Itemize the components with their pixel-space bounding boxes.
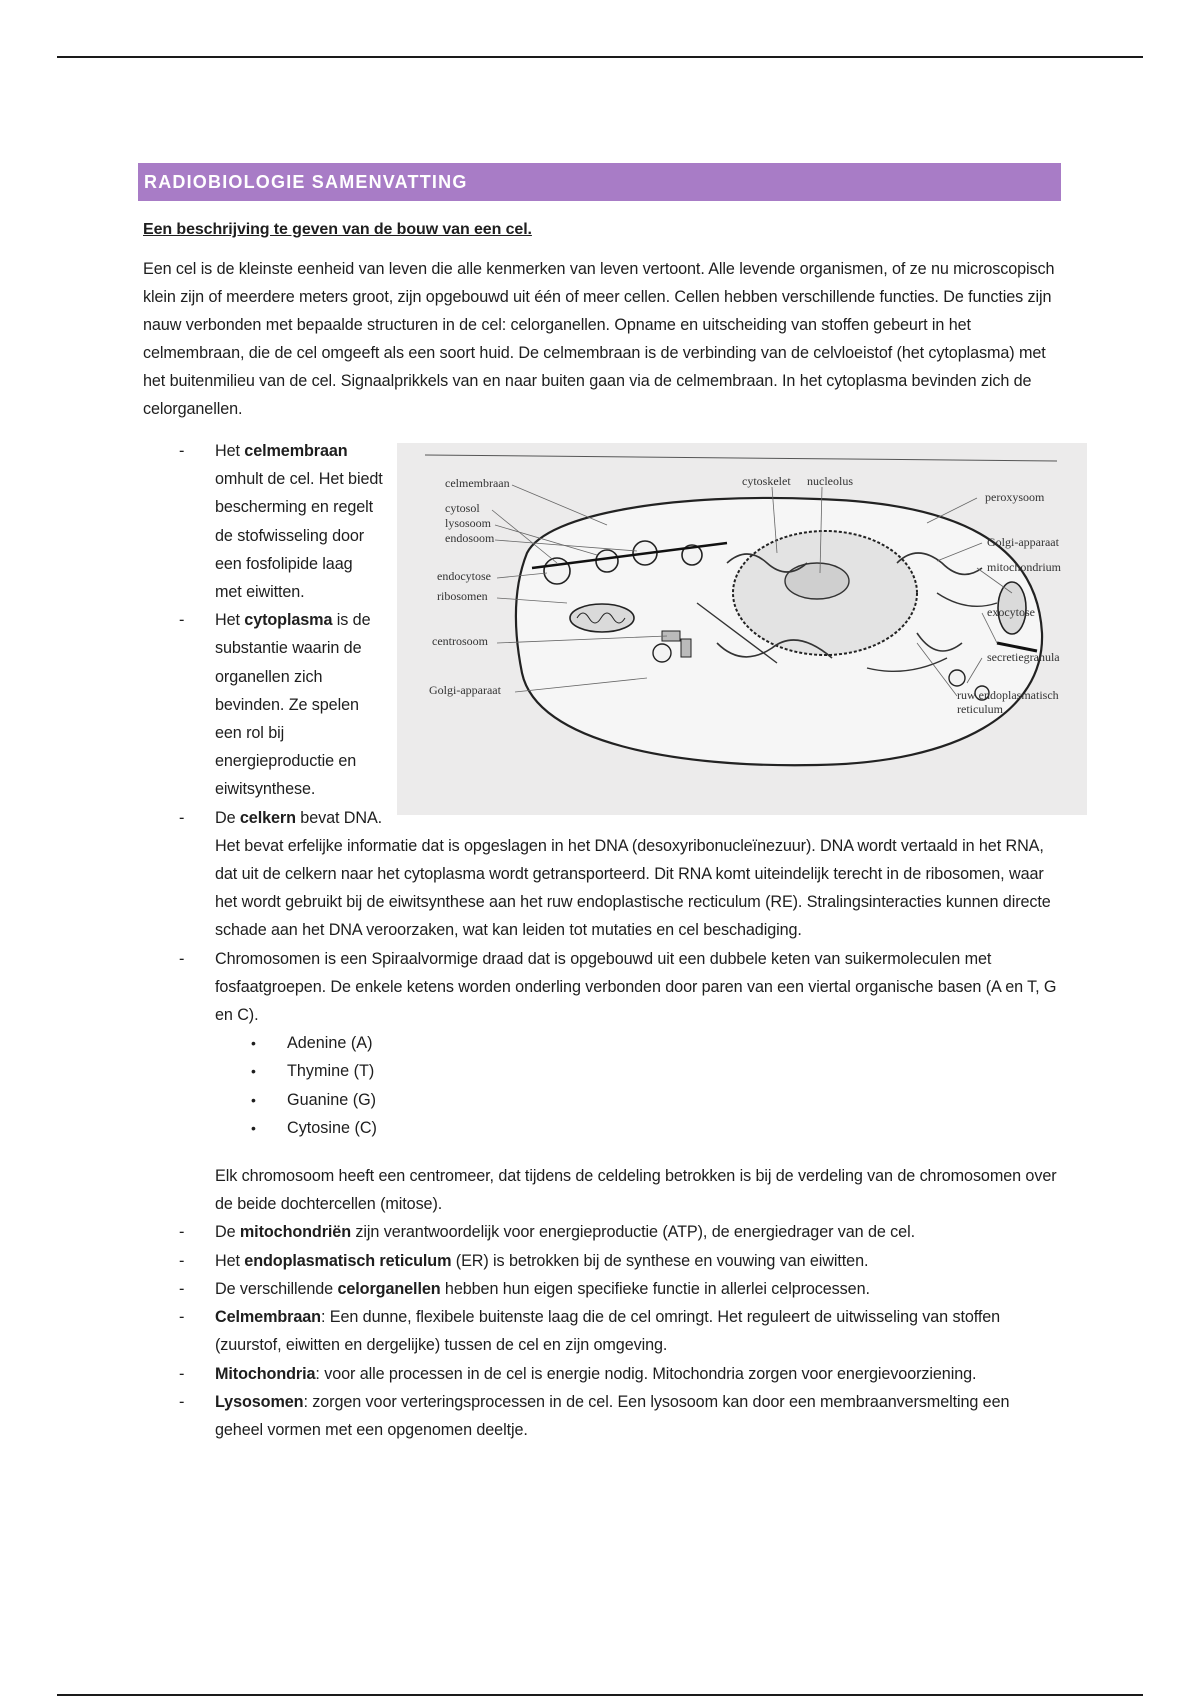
chromosome-note: Elk chromosoom heeft een centromeer, dat tijdens de celdeling betrokken is bij de verdeling van de chromosomen over de beide dochtercellen (mitose). <box>215 1167 1057 1214</box>
document-body <box>138 163 1061 1444</box>
dash-marker: - <box>179 949 185 968</box>
base-item <box>138 1057 1061 1085</box>
list-item-celmembraan <box>138 437 1061 606</box>
dash-marker: - <box>179 808 185 827</box>
dash-marker: - <box>179 1392 185 1411</box>
item-text: omhult de cel. Het biedt bescherming en regelt de stofwisseling door een fosfolipide laag met eiwitten. <box>215 470 383 602</box>
term-celkern: celkern <box>239 808 296 827</box>
label-lysosoom: lysosoom <box>445 516 492 530</box>
item-text: : voor alle processen in de cel is energie nodig. Mitochondria zorgen voor energievoorziening. <box>315 1364 977 1383</box>
list-item-celkern <box>138 804 1061 945</box>
list-item-er <box>138 1247 1061 1275</box>
label-golgi-left: Golgi-apparaat <box>429 683 501 697</box>
dash-marker: - <box>179 442 185 460</box>
item-text: (ER) is betrokken bij de synthese en vouwing van eiwitten. <box>451 1251 869 1270</box>
dash-marker: - <box>179 1279 185 1298</box>
cell-structure-list <box>138 437 1061 1444</box>
list-item-cytoplasma <box>138 606 1061 803</box>
base-label: Guanine (G) <box>287 1090 377 1109</box>
item-prefix: Het <box>215 1251 245 1270</box>
label-exocytose: exocytose <box>987 605 1035 619</box>
label-ruw-er-2: reticulum <box>957 702 1003 716</box>
item-text: zijn verantwoordelijk voor energieproductie (ATP), de energiedrager van de cel. <box>351 1223 915 1242</box>
base-label: Cytosine (C) <box>287 1118 377 1137</box>
label-peroxysoom: peroxysoom <box>985 490 1045 504</box>
header-rule <box>57 56 1143 58</box>
item-text: : zorgen voor verteringsprocessen in de cel. Een lysosoom kan door een membraanversmelting een geheel vormen met een opgenomen deeltje. <box>215 1392 1010 1439</box>
item-prefix: Het <box>215 611 245 630</box>
bullet-marker: • <box>251 1063 256 1080</box>
item-text: is de substantie waarin de organellen zich bevinden. Ze spelen een rol bij energieproductie en eiwitsynthese. <box>215 611 371 799</box>
base-label: Adenine (A) <box>287 1034 373 1053</box>
item-text: Chromosomen is een Spiraalvormige draad dat is opgebouwd uit een dubbele keten van suikermoleculen met fosfaatgroepen. De enkele ketens worden onderling verbonden door paren van een viertal organische basen (A en T, G en C). <box>215 949 1057 1025</box>
label-nucleolus: nucleolus <box>807 474 853 488</box>
list-item-mitochondrien <box>138 1218 1061 1246</box>
dash-marker: - <box>179 1223 185 1242</box>
base-item <box>138 1114 1061 1142</box>
dash-marker: - <box>179 1308 185 1327</box>
label-centrosoom: centrosoom <box>432 634 488 648</box>
list-item-celorganellen <box>138 1275 1061 1303</box>
item-text: hebben hun eigen specifieke functie in allerlei celprocessen. <box>440 1279 870 1298</box>
term-lysosomen-def: Lysosomen <box>215 1392 304 1411</box>
organelle-list-lower <box>138 1218 1061 1444</box>
intro-paragraph: Een cel is de kleinste eenheid van leven die alle kenmerken van leven vertoont. Alle levende organismen, of ze nu microscopisch klein zijn of meerdere meters groot, zijn opgebouwd uit één of meer cellen. Cellen hebben verschillende functies. De functies zijn nauw verbonden met bepaalde structuren in de cel: celorganellen. Opname en uitscheiding van stoffen gebeurt in het celmembraan, die de cel omgeeft als een soort huid. De celmembraan is de verbinding van de celvloeistof (het cytoplasma) met het buitenmilieu van de cel. Signaalprikkels van en naar buiten gaan via de celmembraan. In het cytoplasma bevinden zich de celorganellen. <box>143 260 1055 418</box>
label-cytoskelet: cytoskelet <box>742 474 791 488</box>
label-endocytose: endocytose <box>437 569 491 583</box>
title-banner: RADIOBIOLOGIE SAMENVATTING <box>138 163 1061 201</box>
label-ruw-er-1: ruw endoplasmatisch <box>957 688 1059 702</box>
organelle-list-upper <box>138 437 1061 1029</box>
list-item-lysosomen-def <box>138 1388 1061 1444</box>
item-prefix: Het <box>215 442 245 460</box>
dash-marker: - <box>179 1251 185 1270</box>
label-cytosol: cytosol <box>445 501 480 515</box>
base-label: Thymine (T) <box>287 1062 375 1081</box>
list-item-celmembraan-def <box>138 1303 1061 1359</box>
term-mitochondria-def: Mitochondria <box>215 1364 316 1383</box>
item-prefix: De <box>215 808 240 827</box>
footer-rule <box>57 1694 1143 1696</box>
label-celmembraan: celmembraan <box>445 476 510 490</box>
term-mitochondrien: mitochondriën <box>239 1223 352 1242</box>
term-er: endoplasmatisch reticulum <box>244 1251 452 1270</box>
label-endosoom: endosoom <box>445 531 495 545</box>
term-celmembraan: celmembraan <box>244 442 348 460</box>
bullet-marker: • <box>251 1035 256 1052</box>
label-mitochondrium: mitochondrium <box>987 560 1061 574</box>
label-secretiegranula: secretiegranula <box>987 650 1060 664</box>
section-heading: Een beschrijving te geven van de bouw van een cel. <box>143 221 532 238</box>
label-ribosomen: ribosomen <box>437 589 488 603</box>
term-celmembraan-def: Celmembraan <box>215 1308 321 1327</box>
item-prefix: De <box>215 1223 240 1242</box>
list-item-mitochondria-def <box>138 1360 1061 1388</box>
base-item <box>138 1086 1061 1114</box>
label-golgi-right: Golgi-apparaat <box>987 535 1059 549</box>
item-text: bevat DNA. Het bevat erfelijke informatie dat is opgeslagen in het DNA (desoxyribonucleïnezuur). DNA wordt vertaald in het RNA, dat uit de celkern naar het cytoplasma wordt getransporteerd. Dit RNA komt uiteindelijk terecht in de ribosomen, waar het wordt gebruikt bij de eiwitsynthese aan het ruw endoplastische recticulum (RE). Stralingsinteracties kunnen directe schade aan het DNA veroorzaken, wat kan leiden tot mutaties en cel beschadiging. <box>215 808 1051 940</box>
term-celorganellen: celorganellen <box>337 1279 441 1298</box>
list-item-chromosomen <box>138 945 1061 1030</box>
dash-marker: - <box>179 611 185 630</box>
dash-marker: - <box>179 1364 185 1383</box>
bullet-marker: • <box>251 1119 256 1136</box>
item-prefix: De verschillende <box>215 1279 338 1298</box>
bases-list <box>138 1029 1061 1142</box>
term-cytoplasma: cytoplasma <box>244 611 333 630</box>
bullet-marker: • <box>251 1091 256 1108</box>
item-text: : Een dunne, flexibele buitenste laag die de cel omringt. Het reguleert de uitwisseling van stoffen (zuurstof, eiwitten en dergelijke) tussen de cel en zijn omgeving. <box>215 1308 1001 1355</box>
base-item <box>138 1029 1061 1057</box>
